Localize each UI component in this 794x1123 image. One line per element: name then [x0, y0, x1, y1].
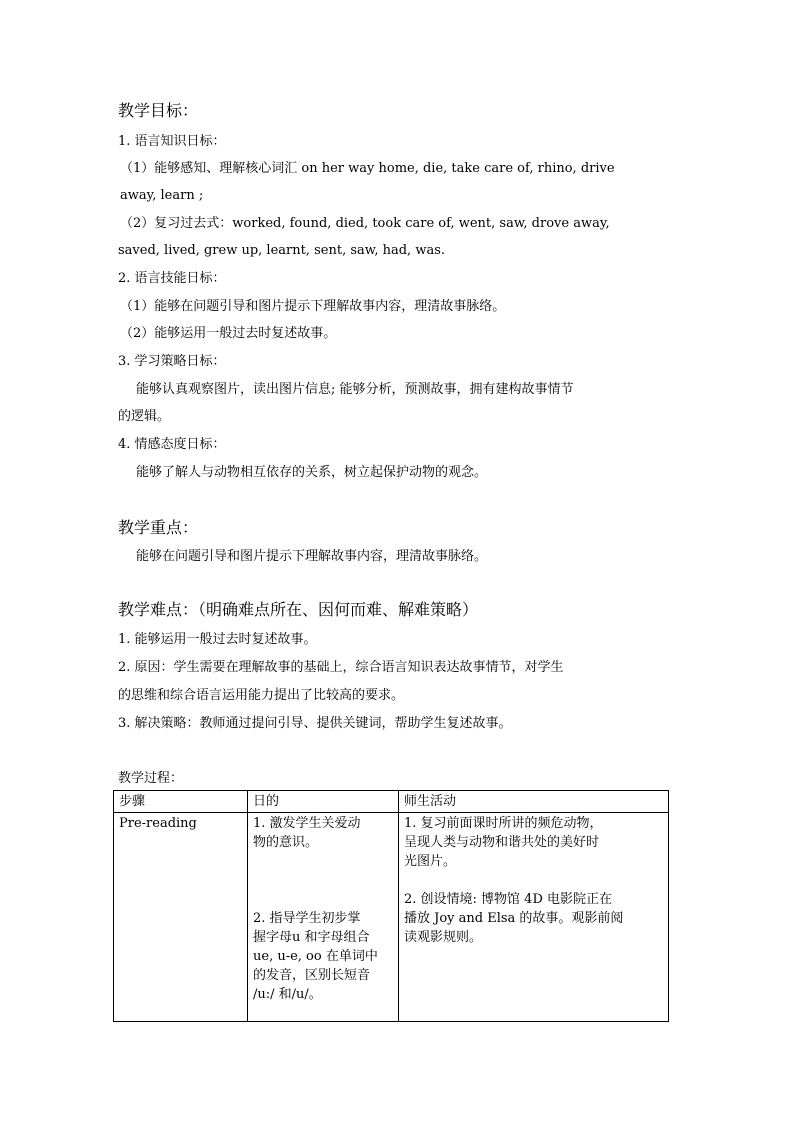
goal-2-item-2: （2）能够运用一般过去时复述故事。	[120, 326, 337, 341]
activity-2-line-2: 播放 Joy and Elsa 的故事。观影前阅	[404, 911, 624, 926]
goal-3-text-line-2: 的逻辑。	[118, 409, 171, 424]
goal-1-line-1: 1. 激发学生关爱动	[253, 816, 361, 831]
goal-1-item-2-line-2: saved, lived, grew up, learnt, sent, saw, had, was.	[118, 243, 445, 258]
goals-heading: 教学目标：	[118, 101, 199, 120]
goal-4-title: 4. 情感态度日标：	[118, 437, 226, 452]
activity-1-line-3: 光图片。	[404, 854, 457, 869]
goal-2-line-5: /u:/ 和/u/。	[253, 987, 322, 1002]
activity-1-line-1: 1. 复习前面课时所讲的频危动物，	[404, 816, 603, 831]
spacer	[404, 871, 663, 890]
goal-1-line-2: 物的意识。	[253, 835, 319, 850]
difficulty-item-3: 3. 解决策略：教师通过提问引导、提供关键词，帮助学生复述故事。	[118, 716, 512, 731]
goal-1-item-1-line-2: away, learn ;	[120, 188, 204, 203]
header-goal: 日的	[248, 791, 399, 813]
cell-activity	[399, 813, 669, 1022]
table-row	[114, 813, 669, 1022]
difficulty-item-2-line-1: 2. 原因：学生需要在理解故事的基础上，综合语言知识表达故事情节，对学生	[118, 660, 564, 675]
activity-1-line-2: 呈现人类与动物和谐共处的美好时	[404, 835, 600, 850]
difficulty-item-1: 1. 能够运用一般过去时复述故事。	[118, 632, 317, 647]
goal-2-title: 2. 语言技能日标：	[118, 271, 226, 286]
goal-1-item-2-line-1: （2）复习过去式：worked, found, died, took care of, went, saw, drove away,	[120, 216, 610, 231]
goal-4-text: 能够了解人与动物相互依存的关系，树立起保护动物的观念。	[136, 465, 488, 480]
activity-2-line-1: 2. 创设情境: 博物馆 4D 电影院正在	[404, 892, 613, 907]
goal-2-item-1: （1）能够在问题引导和图片提示下理解故事内容，理清故事脉络。	[120, 299, 506, 314]
cell-step	[114, 813, 248, 1022]
header-step: 步骤	[114, 791, 248, 813]
teaching-process-table	[113, 790, 669, 1022]
spacer	[253, 871, 393, 890]
goal-1-item-1-line-1: （1）能够感知、理解核心词汇 on her way home, die, take care of, rhino, drive	[120, 161, 615, 176]
goal-1-title: 1. 语言知识日标：	[118, 134, 226, 149]
goal-2-line-1: 2. 指导学生初步掌	[253, 911, 361, 926]
goal-2-line-3: ue, u-e, oo 在单词中	[253, 949, 378, 964]
step-label: Pre-reading	[119, 816, 197, 831]
focus-heading: 教学重点：	[118, 518, 199, 537]
goal-3-title: 3. 学习策略日标：	[118, 354, 226, 369]
header-activity: 师生活动	[399, 791, 669, 813]
cell-goal	[248, 813, 399, 1022]
goal-2-line-4: 的发音，区别长短音	[253, 968, 371, 983]
difficulty-heading: 教学难点：（明确难点所在、因何而难、解难策略）	[118, 600, 479, 619]
activity-2-line-3: 读观影规则。	[404, 930, 483, 945]
goal-2-line-2: 握字母u 和字母组合	[253, 930, 370, 945]
spacer	[253, 890, 393, 909]
spacer	[253, 852, 393, 871]
focus-text: 能够在问题引导和图片提示下理解故事内容，理清故事脉络。	[136, 549, 488, 564]
difficulty-item-2-line-2: 的思维和综合语言运用能力提出了比较高的要求。	[118, 688, 405, 703]
table-header-row	[114, 791, 669, 813]
process-heading: 教学过程：	[118, 771, 184, 786]
goal-3-text-line-1: 能够认真观察图片，读出图片信息; 能够分析，预测故事，拥有建构故事情节	[136, 382, 574, 397]
